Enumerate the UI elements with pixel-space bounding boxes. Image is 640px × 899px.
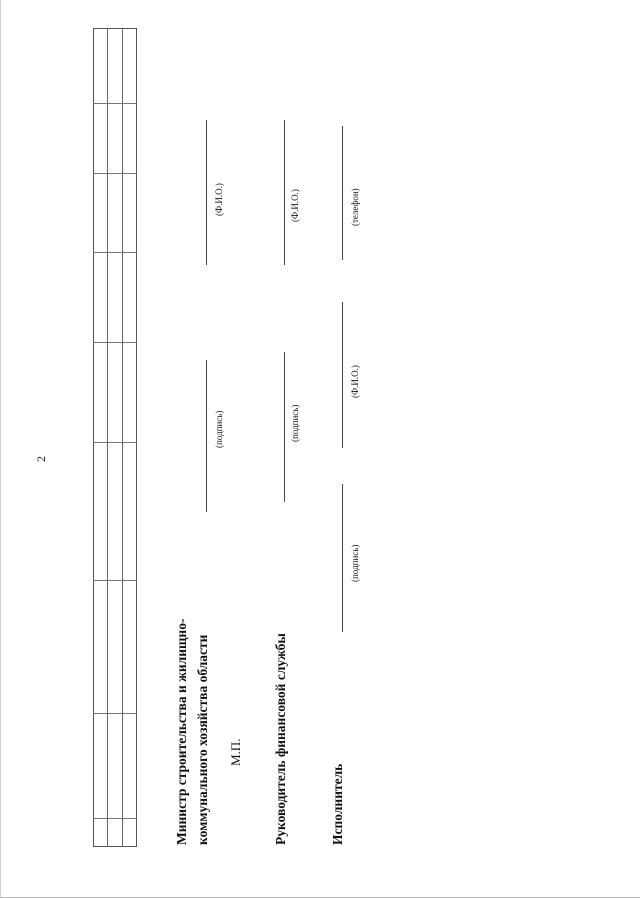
minister-name-caption: (Ф.И.О.) (214, 183, 224, 216)
minister-signature-caption: (подпись) (214, 410, 224, 448)
table-row-divider (93, 580, 137, 581)
finance-name-caption: (Ф.И.О.) (290, 189, 300, 222)
finance-signature-line (284, 352, 285, 502)
table-column-divider (107, 28, 108, 847)
executor-signature-caption: (подпись) (350, 544, 360, 582)
executor-name-caption: (Ф.И.О.) (350, 365, 360, 398)
table-row-divider (93, 442, 137, 443)
table-row-divider (93, 173, 137, 174)
executor-signature-line (342, 484, 343, 632)
finance-head-title: Руководитель финансовой службы (273, 633, 288, 845)
executor-phone-line (342, 126, 343, 260)
minister-signature-line (206, 360, 207, 512)
minister-title-line2: коммунального хозяйства области (195, 634, 210, 845)
table-column-divider (122, 28, 123, 847)
executor-name-line (342, 302, 343, 448)
executor-title: Исполнитель (330, 763, 345, 845)
table-row-divider (93, 103, 137, 104)
table-row-divider (93, 818, 137, 819)
minister-name-line (206, 120, 207, 265)
table-row-divider (93, 713, 137, 714)
finance-name-line (284, 120, 285, 265)
finance-signature-caption: (подпись) (290, 404, 300, 442)
table-row-divider (93, 252, 137, 253)
table-row-divider (93, 342, 137, 343)
minister-title-line1: Министр строительства и жилищно- (174, 618, 189, 845)
executor-phone-caption: (телефон) (350, 188, 360, 226)
page-number: 2 (34, 456, 48, 462)
table-frame (93, 28, 137, 847)
stamp-placeholder: М.П. (228, 738, 243, 766)
